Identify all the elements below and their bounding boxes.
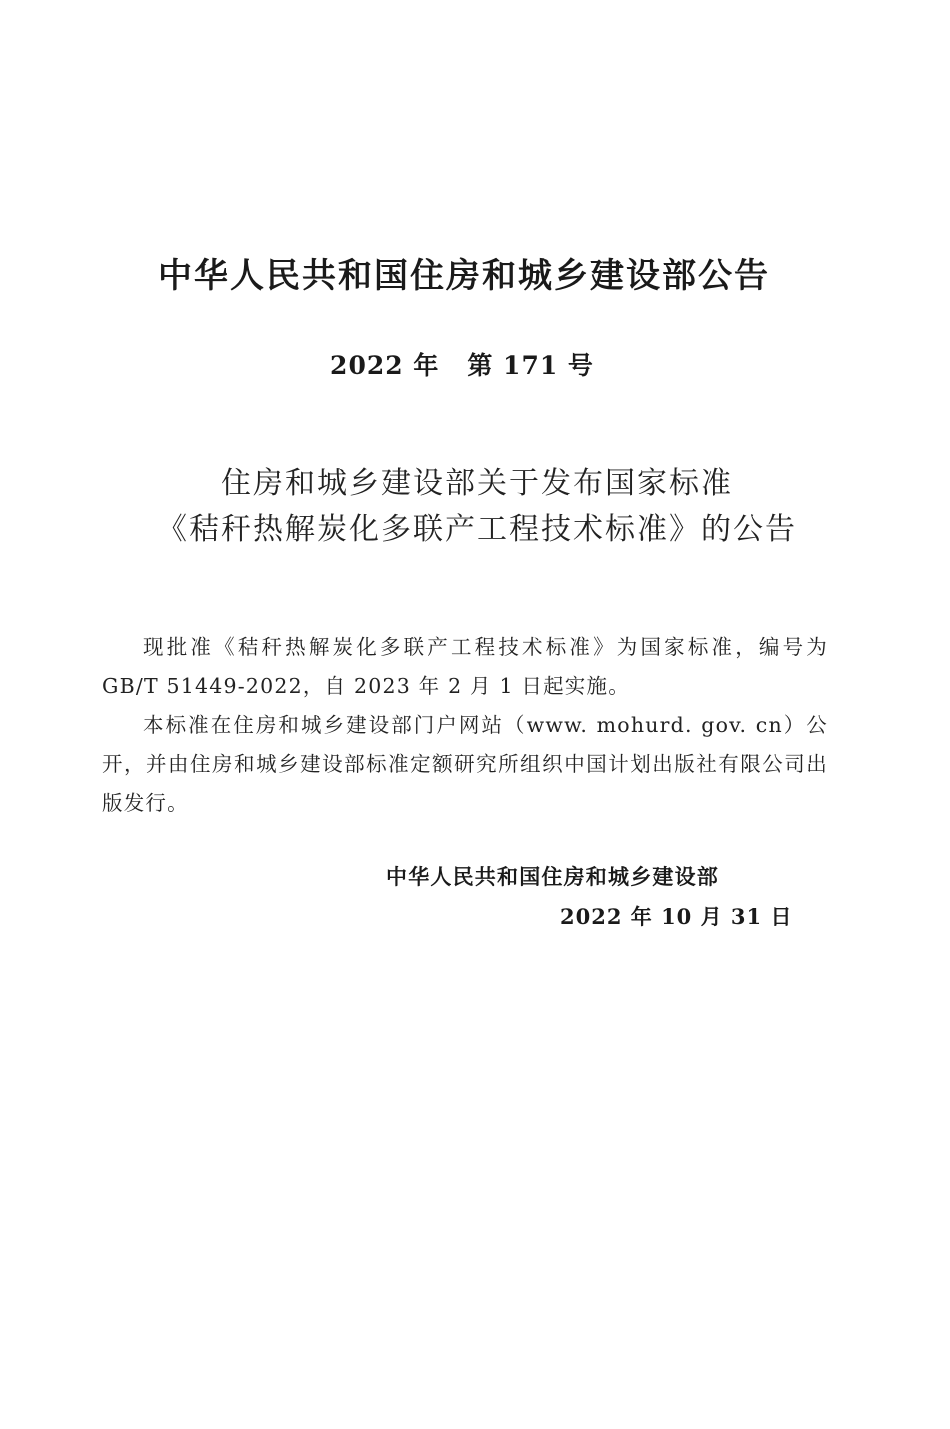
document-number [0, 348, 924, 384]
body-paragraph: 现批准《秸秆热解炭化多联产工程技术标准》为国家标准，编号为 GB/T 51449-2022，自 2023 年 2 月 1 日起实施。 [102, 635, 828, 698]
signature-date: 2022 年 10 月 31 日 [560, 904, 793, 929]
subtitle-line-1: 住房和城乡建设部关于发布国家标准 [221, 466, 733, 501]
document-serial-number: 第 171 号 [467, 351, 594, 380]
announcement-subtitle [0, 461, 950, 553]
subtitle-line-2: 《秸秆热解炭化多联产工程技术标准》的公告 [157, 512, 797, 547]
signature-organization: 中华人民共和国住房和城乡建设部 [386, 865, 719, 889]
announcement-title: 中华人民共和国住房和城乡建设部公告 [158, 256, 770, 296]
document-year: 2022 年 [330, 351, 440, 380]
announcement-body [102, 628, 828, 823]
body-paragraph: 本标准在住房和城乡建设部门户网站（www. mohurd. gov. cn）公开，并由住房和城乡建设部标准定额研究所组织中国计划出版社有限公司出版发行。 [102, 713, 828, 815]
